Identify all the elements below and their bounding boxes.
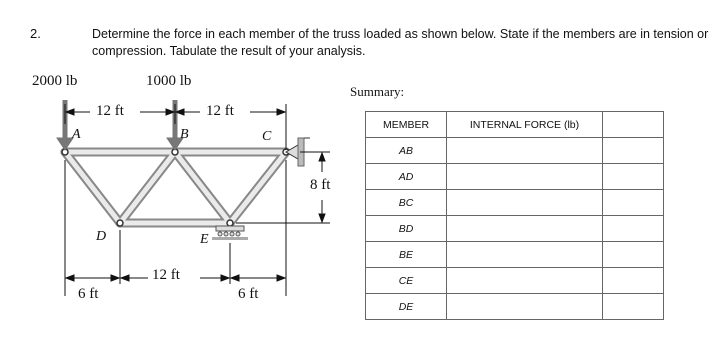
extra-cell[interactable] <box>603 294 664 320</box>
dim-bottom-1: 6 ft <box>78 286 99 302</box>
extra-cell[interactable] <box>603 138 664 164</box>
load-label-2000: 2000 lb <box>32 73 78 89</box>
force-cell[interactable] <box>447 216 603 242</box>
truss-figure <box>0 80 345 350</box>
extra-cell[interactable] <box>603 216 664 242</box>
member-cell: BE <box>366 242 447 268</box>
table-row <box>366 190 664 216</box>
node-label-b: B <box>180 127 189 142</box>
node-label-c: C <box>262 129 272 144</box>
member-cell: AD <box>366 164 447 190</box>
problem-statement: Determine the force in each member of the truss loaded as shown below. State if the members are in tension or compression. Tabulate the result of your analysis. <box>92 27 709 58</box>
member-cell: AB <box>366 138 447 164</box>
member-cell: DE <box>366 294 447 320</box>
member-cell: CE <box>366 268 447 294</box>
force-cell[interactable] <box>447 138 603 164</box>
force-cell[interactable] <box>447 164 603 190</box>
problem-number: 2. <box>30 26 41 41</box>
summary-header-row <box>366 112 664 138</box>
table-row <box>366 164 664 190</box>
table-row <box>366 242 664 268</box>
dim-bottom-3: 6 ft <box>238 286 259 302</box>
col-extra-header <box>603 112 664 138</box>
dim-height: 8 ft <box>310 177 331 193</box>
dim-top-2: 12 ft <box>206 103 234 119</box>
member-cell: BC <box>366 190 447 216</box>
col-member-header: MEMBER <box>366 112 447 138</box>
extra-cell[interactable] <box>603 268 664 294</box>
col-force-header: INTERNAL FORCE (lb) <box>447 112 603 138</box>
force-cell[interactable] <box>447 294 603 320</box>
extra-cell[interactable] <box>603 242 664 268</box>
force-cell[interactable] <box>447 268 603 294</box>
roller-support-e <box>212 226 248 240</box>
load-label-1000: 1000 lb <box>146 73 192 89</box>
force-cell[interactable] <box>447 190 603 216</box>
table-row <box>366 294 664 320</box>
table-row <box>366 216 664 242</box>
extra-cell[interactable] <box>603 164 664 190</box>
dim-top-1: 12 ft <box>96 103 124 119</box>
truss-members <box>65 152 286 223</box>
member-cell: BD <box>366 216 447 242</box>
table-row <box>366 268 664 294</box>
table-row <box>366 138 664 164</box>
summary-table <box>365 111 664 320</box>
node-label-d: D <box>96 229 107 244</box>
node-label-a: A <box>72 127 81 142</box>
force-cell[interactable] <box>447 242 603 268</box>
dim-bottom-2: 12 ft <box>152 267 180 283</box>
node-label-e: E <box>200 232 209 247</box>
summary-title: Summary: <box>350 84 405 99</box>
extra-cell[interactable] <box>603 190 664 216</box>
